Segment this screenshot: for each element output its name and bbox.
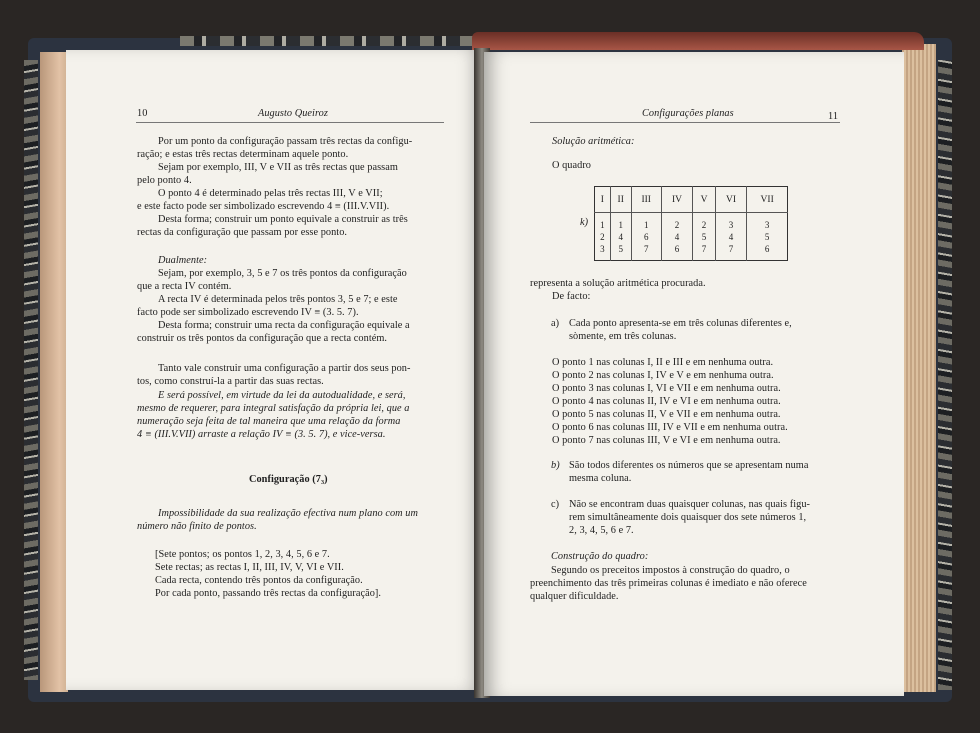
text-line: Cada recta, contendo três pontos da configuração.	[155, 575, 363, 586]
page-edges-right	[902, 44, 936, 692]
marbled-board-right	[938, 60, 952, 690]
text-line: pelo ponto 4.	[137, 175, 192, 186]
text-line: que a recta IV contém.	[137, 281, 232, 292]
text-line: qualquer dificuldade.	[530, 591, 619, 602]
table-header-cell: IV	[661, 187, 693, 213]
configuration-table	[594, 186, 788, 261]
text-line: mesmo de requerer, para integral satisfação da própria lei, que a	[137, 403, 410, 414]
text-line: tos, como construí-la a partir das suas rectas.	[137, 376, 324, 387]
text-line: Impossibilidade da sua realização efectiva num plano com um	[158, 508, 418, 519]
table-header-cell: III	[631, 187, 661, 213]
text-line: [Sete pontos; os pontos 1, 2, 3, 4, 5, 6 e 7.	[155, 549, 330, 560]
text-line: Desta forma; construir um ponto equivale a construir as três	[158, 214, 408, 225]
right-header-rule	[530, 122, 840, 123]
marbled-board-left	[24, 60, 38, 680]
text-line: Desta forma; construir uma recta da configuração equivale a	[158, 320, 410, 331]
dualmente-label: Dualmente:	[158, 255, 208, 266]
text-line: Cada ponto apresenta-se em três colunas diferentes e,	[569, 318, 792, 329]
text-line: O ponto 4 é determinado pelas três rectas III, V e VII;	[158, 188, 383, 199]
text-line: preenchimento das três primeiras colunas é imediato e não oferece	[530, 578, 807, 589]
item-marker: b)	[551, 460, 560, 471]
list-item: O ponto 7 nas colunas III, V e VI e em nenhuma outra.	[552, 435, 781, 446]
table-header-cell: VII	[747, 187, 788, 213]
item-marker: c)	[551, 499, 560, 510]
text-line: 4 ≡ (III.V.VII) arraste a relação IV ≡ (3. 5. 7), e vice-versa.	[137, 429, 386, 440]
table-cell: 1 6 7	[631, 213, 661, 261]
text-line: Segundo os preceitos impostos à construção do quadro, o	[551, 565, 790, 576]
table-cell: 1 2 3	[600, 219, 605, 254]
heading-solucao: Solução aritmética:	[552, 136, 635, 147]
table-cell: 3 4 7	[715, 213, 747, 261]
text-line: número não finito de pontos.	[137, 521, 257, 532]
table-header-cell: I	[595, 187, 611, 213]
text-line: Não se encontram duas quaisquer colunas, nas quais figu-	[569, 499, 810, 510]
text-line: São todos diferentes os números que se apresentam numa	[569, 460, 809, 471]
text-line: Sete rectas; as rectas I, II, III, IV, V, VI e VII.	[155, 562, 344, 573]
text-line: rem simultâneamente dois quaisquer dos sete números 1,	[569, 512, 807, 523]
item-marker: a)	[551, 318, 560, 329]
left-page-number: 10	[137, 108, 148, 119]
text-line: construir os três pontos da configuração que a recta contém.	[137, 333, 388, 344]
table-cell: 2 4 6	[661, 213, 693, 261]
list-item: O ponto 1 nas colunas I, II e III e em nenhuma outra.	[552, 357, 774, 368]
table-header-cell: II	[610, 187, 631, 213]
o-quadro-label: O quadro	[552, 160, 592, 171]
text-line: e este facto pode ser simbolizado escrevendo 4 ≡ (III.V.VII).	[137, 201, 390, 212]
text-line: Sejam, por exemplo, 3, 5 e 7 os três pontos da configuração	[158, 268, 407, 279]
list-item: O ponto 5 nas colunas II, V e VII e em nenhuma outra.	[552, 409, 781, 420]
table-header-cell: V	[693, 187, 716, 213]
table-cell: 3 5 6	[747, 213, 788, 261]
text-line: Por cada ponto, passando três rectas da configuração].	[155, 588, 381, 599]
section-title: Configuração (7₃)	[249, 474, 328, 485]
text-line: 2, 3, 4, 5, 6 e 7.	[569, 525, 634, 536]
table-cell: 2 5 7	[693, 213, 716, 261]
text-line: E será possível, em virtude da lei da autodualidade, e será,	[158, 390, 406, 401]
right-running-head: Configurações planas	[642, 108, 734, 119]
text-line: Tanto vale construir uma configuração a partir dos seus pon-	[158, 363, 411, 374]
text-line: rectas da configuração que passam por esse ponto.	[137, 227, 348, 238]
text-line: numeração seja feita de tal maneira que uma relação da forma	[137, 416, 401, 427]
page-edges-left	[40, 52, 68, 692]
list-item: O ponto 3 nas colunas I, VI e VII e em nenhuma outra.	[552, 383, 781, 394]
list-item: O ponto 4 nas colunas II, IV e VI e em nenhuma outra.	[552, 396, 781, 407]
list-item: O ponto 2 nas colunas I, IV e V e em nenhuma outra.	[552, 370, 774, 381]
heading-construcao: Construção do quadro:	[551, 551, 649, 562]
text-line: sòmente, em três colunas.	[569, 331, 677, 342]
text-line: Por um ponto da configuração passam três rectas da configu-	[158, 136, 413, 147]
text-line: mesma coluna.	[569, 473, 632, 484]
text-line: facto pode ser simbolizado escrevendo IV ≡ (3. 5. 7).	[137, 307, 359, 318]
left-header-rule	[136, 122, 444, 123]
text-line: Sejam por exemplo, III, V e VII as três rectas que passam	[158, 162, 398, 173]
text-line: ração; e estas três rectas determinam aquele ponto.	[137, 149, 349, 160]
table-header-cell: VI	[715, 187, 747, 213]
right-page-number: 11	[828, 111, 839, 122]
red-page-edge	[472, 32, 924, 50]
text-line: A recta IV é determinada pelos três pontos 3, 5 e 7; e este	[158, 294, 398, 305]
table-cell: 1 4 5	[610, 213, 631, 261]
k-label: k)	[580, 217, 589, 228]
text-line: representa a solução aritmética procurada.	[530, 278, 706, 289]
list-item: O ponto 6 nas colunas III, IV e VII e em nenhuma outra.	[552, 422, 788, 433]
text-line: De facto:	[552, 291, 591, 302]
left-running-head: Augusto Queiroz	[258, 108, 328, 119]
